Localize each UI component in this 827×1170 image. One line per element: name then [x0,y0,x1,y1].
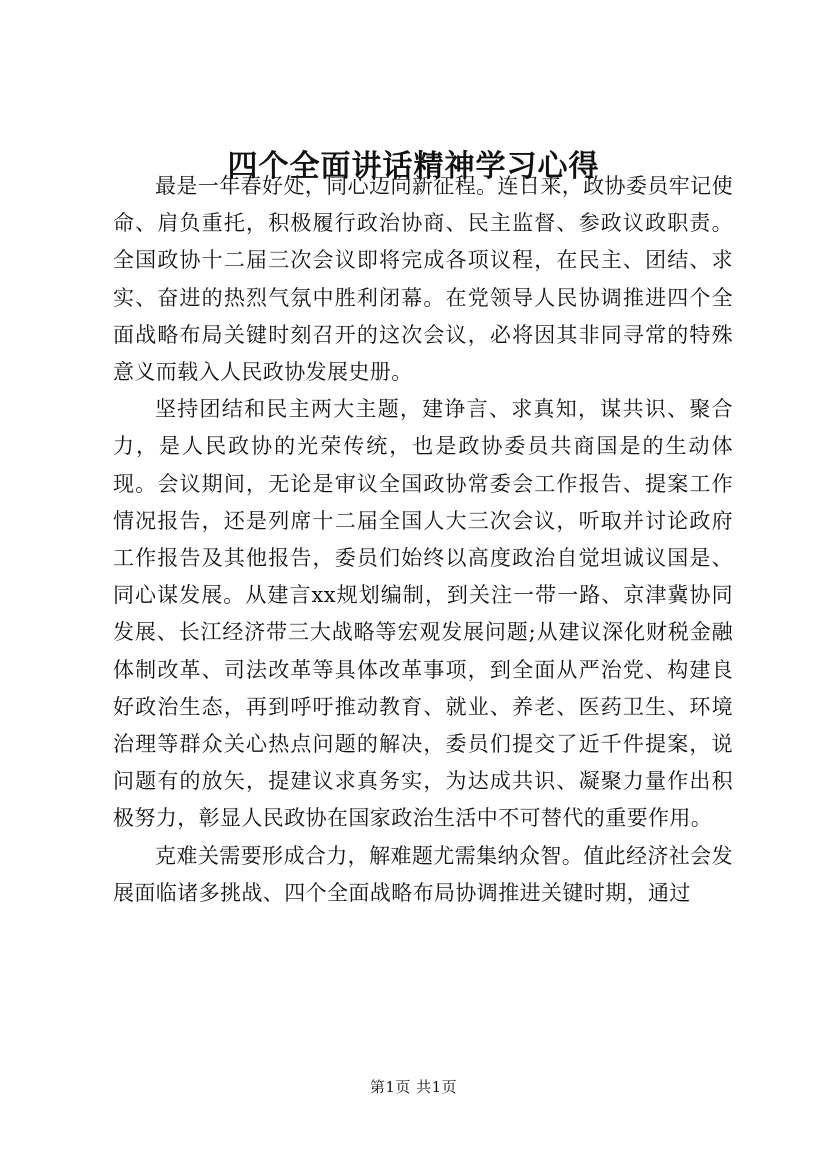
document-title: 四个全面讲话精神学习心得 [227,149,600,184]
paragraph-1: 最是一年春好处，同心迈向新征程。连日来，政协委员牢记使命、肩负重托，积极履行政治协商、民主监督、参政议政职责。全国政协十二届三次会议即将完成各项议程，在民主、团结、求实、奋进的热烈气氛中胜利闭幕。在党领导人民协调推进四个全面战略布局关键时刻召开的这次会议，必将因其非同寻常的特殊意义而载入人民政协发展史册。 [113,174,733,385]
paragraph-2: 坚持团结和民主两大主题，建诤言、求真知，谋共识、聚合力，是人民政协的光荣传统，也是政协委员共商国是的生动体现。会议期间，无论是审议全国政协常委会工作报告、提案工作情况报告，还是列席十二届全国人大三次会议，听取并讨论政府工作报告及其他报告，委员们始终以高度政治自觉坦诚议国是、同心谋发展。从建言xx规划编制，到关注一带一路、京津冀协同发展、长江经济带三大战略等宏观发展问题;从建议深化财税金融体制改革、司法改革等具体改革事项，到全面从严治党、构建良好政治生态，再到呼吁推动教育、就业、养老、医药卫生、环境治理等群众关心热点问题的解决，委员们提交了近千件提案，说问题有的放矢，提建议求真务实，为达成共识、凝聚力量作出积极努力，彰显人民政协在国家政治生活中不可替代的重要作用。 [113,397,733,831]
paragraph-3: 克难关需要形成合力，解难题尤需集纳众智。值此经济社会发展面临诸多挑战、四个全面战略布局协调推进关键时期，通过 [113,843,733,905]
page-number-footer: 第1页 共1页 [369,1078,458,1096]
document-body [113,168,733,912]
